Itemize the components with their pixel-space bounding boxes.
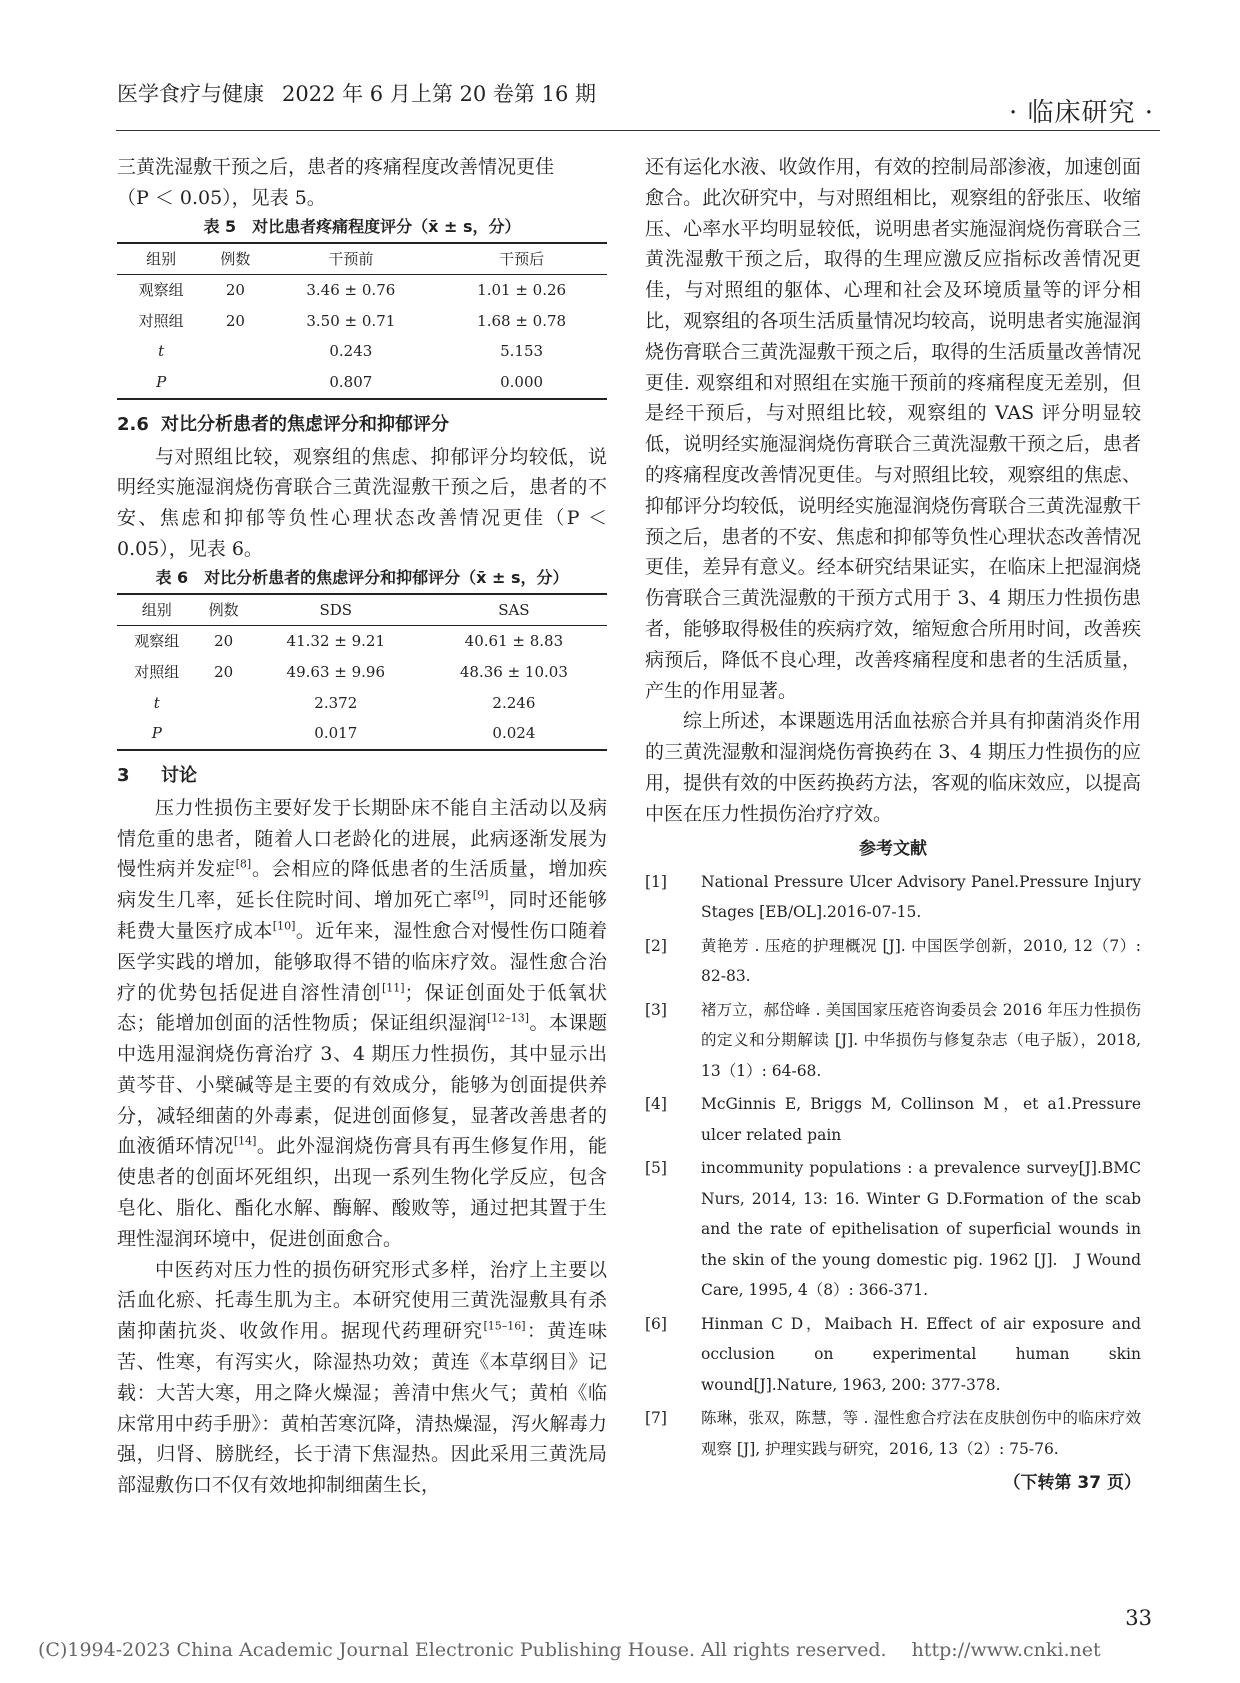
reference-text: 褚万立，郝岱峰 . 美国国家压疮咨询委员会 2016 年压力性损伤的定义和分期解读 [J]. 中华损伤与修复杂志（电子版），2018, 13（1）: 64-68. [701, 1000, 1141, 1080]
reference-text: 黄艳芳 . 压疮的护理概况 [J]. 中国医学创新，2010, 12（7）: 82-83. [701, 936, 1141, 986]
reference-text: Hinman C D，Maibach H. Effect of air exposure and occlusion on experimental human skin wound[J].Nature, 1963, 200: 377-378. [701, 1314, 1141, 1394]
table5-caption: 表 5 对比患者疼痛程度评分（x̄ ± s，分） [203, 216, 521, 236]
issue-info: 2022 年 6 月上第 20 卷第 16 期 [282, 82, 596, 106]
section-2-6-heading: 2.6 对比分析患者的焦虑评分和抑郁评分 [117, 413, 449, 435]
references-heading: 参考文献 [859, 838, 927, 859]
table6-caption: 表 6 对比分析患者的焦虑评分和抑郁评分（x̄ ± s，分） [155, 567, 569, 587]
table6-header: SAS [421, 594, 607, 626]
reference-number: [3] [645, 1000, 667, 1019]
section-3-heading: 3 讨论 [117, 764, 197, 786]
table5-header: 例数 [205, 243, 265, 275]
reference-item [645, 1309, 1141, 1401]
table-row: t 2.372 2.246 [153, 693, 536, 712]
table6-header: 例数 [197, 594, 251, 626]
reference-item [645, 867, 1141, 928]
table5-header: 组别 [117, 243, 205, 275]
header-left [117, 78, 596, 108]
table-row: P 0.807 0.000 [117, 367, 607, 399]
reference-item [645, 1153, 1141, 1306]
table6 [117, 593, 607, 751]
copyright-footer: (C)1994-2023 China Academic Journal Electronic Publishing House. All rights reserved. http://www.cnki.net [38, 1639, 1101, 1661]
citation: [12–13] [487, 1011, 530, 1025]
table6-header: 组别 [117, 594, 197, 626]
discussion-paragraph-2: 中医药对压力性的损伤研究形式多样，治疗上主要以活血化瘀、托毒生肌为主。本研究使用三黄洗湿敷具有杀菌抑菌抗炎、收敛作用。据现代药理研究[15–16]：黄连味苦、性寒，有泻实火，除湿热功效；黄连《本草纲目》记载：大苦大寒，用之降火燥湿；善清中焦火气；黄柏《临床常用中药手册》：黄柏苦寒沉降，清热燥湿，泻火解毒力强，归肾、膀胱经，长于清下焦湿热。因此采用三黄洗局部湿敷伤口不仅有效地抑制细菌生长， [117, 1258, 607, 1497]
table6-header: SDS [251, 594, 421, 626]
citation: [9] [472, 888, 489, 902]
table5-header: 干预前 [265, 243, 436, 275]
reference-number: [1] [645, 872, 667, 891]
intro-paragraph: 三黄洗湿敷干预之后，患者的疼痛程度改善情况更佳 （P ＜ 0.05），见表 5。 [117, 156, 555, 209]
reference-item [645, 1403, 1141, 1464]
reference-item [645, 1089, 1141, 1150]
page-number: 33 [1125, 1606, 1152, 1630]
reference-number: [5] [645, 1159, 667, 1178]
discussion-paragraph-3: 还有运化水液、收敛作用，有效的控制局部渗液，加速创面愈合。此次研究中，与对照组相比，观察组的舒张压、收缩压、心率水平均明显较低，说明患者实施湿润烧伤膏联合三黄洗湿敷干预之后，取得的生理应激反应指标改善情况更佳，与对照组的躯体、心理和社会及环境质量等的评分相比，观察组的各项生活质量情况均较高，说明患者实施湿润烧伤膏联合三黄洗湿敷干预之后，取得的生活质量改善情况更佳. 观察组和对照组在实施干预前的疼痛程度无差别，但是经干预后，与对照组比较，观察组的 VAS 评分明显较低，说明经实施湿润烧伤膏联合三黄洗湿敷干预之后，患者的疼痛程度改善情况更佳。与对照组比较，观察组的焦虑、抑郁评分均较低，说明经实施湿润烧伤膏联合三黄洗湿敷干预之后，患者的不安、焦虑和抑郁等负性心理状态改善情况更佳，差异有意义。经本研究结果证实，在临床上把湿润烧伤膏联合三黄洗湿敷的干预方式用于 3、4 期压力性损伤患者，能够取得极佳的疾病疗效，缩短愈合所用时间，改善疾病预后，降低不良心理，改善疼痛程度和患者的生活质量，产生的作用显著。 [645, 156, 1141, 702]
reference-text: incommunity populations : a prevalence survey[J].BMC Nurs, 2014, 13: 16. Winter G D.Formation of the scab and the rate of epithelisation of superficial wounds in the skin of the young domestic pig. 1962 [J]. J Wound Care, 1995, 4（8）: 366-371. [701, 1159, 1141, 1300]
citation: [14] [233, 1135, 257, 1149]
section-2-6-paragraph: 与对照组比较，观察组的焦虑、抑郁评分均较低，说明经实施湿润烧伤膏联合三黄洗湿敷干预之后，患者的不安、焦虑和抑郁等负性心理状态改善情况更佳（P ＜ 0.05），见表 6。 [117, 445, 607, 560]
reference-text: 陈琳，张双，陈慧，等 . 湿性愈合疗法在皮肤创伤中的临床疗效观察 [J], 护理实践与研究，2016, 13（2）: 75-76. [701, 1409, 1141, 1458]
table5-header: 干预后 [436, 243, 607, 275]
right-column [645, 152, 1141, 1499]
conclusion-paragraph: 综上所述，本课题选用活血祛瘀合并具有抑菌消炎作用的三黄洗湿敷和湿润烧伤膏换药在 3、4 期压力性损伤的应用，提供有效的中医药换药方法，客观的临床效应，以提高中医在压力性损伤治疗疗效。 [645, 710, 1141, 825]
table-row: 对照组 20 3.50 ± 0.71 1.68 ± 0.78 [138, 311, 567, 330]
table-row: t 0.243 5.153 [158, 342, 544, 361]
table-row: 对照组 20 49.63 ± 9.96 48.36 ± 10.03 [134, 662, 568, 681]
discussion-paragraph-1: 压力性损伤主要好发于长期卧床不能自主活动以及病情危重的患者，随着人口老龄化的进展，此病逐渐发展为慢性病并发症[8]。会相应的降低患者的生活质量，增加疾病发生几率，延长住院时间、增加死亡率[9]，同时还能够耗费大量医疗成本[10]。近年来，湿性愈合对慢性伤口随着医学实践的增加，能够取得不错的临床疗效。湿性愈合治疗的优势包括促进自溶性清创[11]；保证创面处于低氧状态；能增加创面的活性物质；保证组织湿润[12–13]。本课题中选用湿润烧伤膏治疗 3、4 期压力性损伤，其中显示出黄芩苷、小檗碱等是主要的有效成分，能够为创面提供养分，减轻细菌的外毒素，促进创面修复，显著改善患者的血液循环情况[14]。此外湿润烧伤膏具有再生修复作用，能使患者的创面坏死组织，出现一系列生物化学反应，包含皂化、脂化、酯化水解、酶解、酸败等，通过把其置于生理性湿润环境中，促进创面愈合。 [117, 796, 607, 1250]
reference-number: [4] [645, 1095, 667, 1114]
citation: [11] [381, 981, 405, 995]
reference-number: [6] [645, 1314, 667, 1333]
column-label: · 临床研究 · [1008, 98, 1154, 128]
table-row: 观察组 20 41.32 ± 9.21 40.61 ± 8.83 [134, 632, 564, 651]
reference-number: [7] [645, 1409, 667, 1428]
table5 [117, 242, 607, 400]
reference-item [645, 931, 1141, 992]
citation: [15–16] [483, 1319, 526, 1333]
table-row: P 0.017 0.024 [117, 718, 607, 750]
citation: [10] [272, 919, 296, 933]
header-rule [116, 130, 1160, 131]
citation: [8] [235, 857, 252, 871]
reference-item [645, 995, 1141, 1087]
continued-note: （下转第 37 页） [1003, 1473, 1141, 1494]
reference-list [645, 867, 1141, 1465]
reference-text: National Pressure Ulcer Advisory Panel.Pressure Injury Stages [EB/OL].2016-07-15. [701, 872, 1141, 922]
reference-number: [2] [645, 936, 667, 955]
journal-name: 医学食疗与健康 [117, 82, 264, 106]
reference-text: McGinnis E, Briggs M, Collinson M，et a1.Pressure ulcer related pain [701, 1095, 1141, 1144]
left-column [117, 152, 607, 1501]
table-row: 观察组 20 3.46 ± 0.76 1.01 ± 0.26 [138, 281, 567, 300]
